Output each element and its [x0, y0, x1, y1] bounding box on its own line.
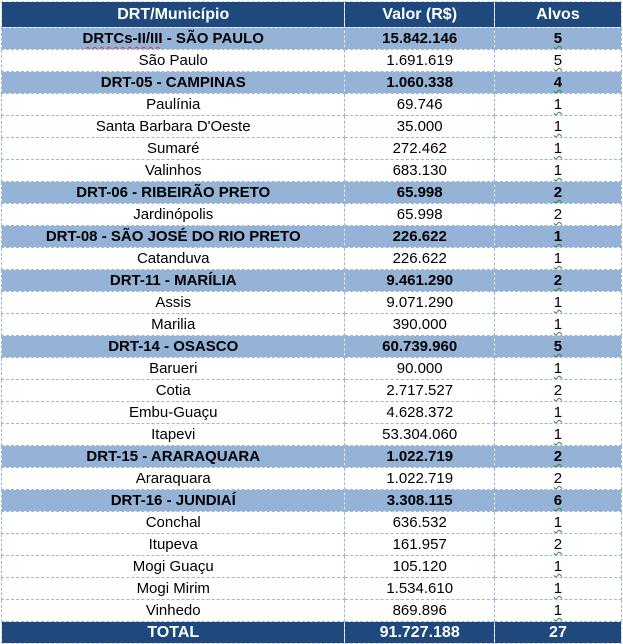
alvos-value: 6 — [553, 492, 563, 509]
valor-cell: 1.534.610 — [345, 578, 494, 600]
alvos-cell — [494, 292, 621, 314]
alvos-cell — [494, 314, 621, 336]
alvos-value: 1 — [553, 140, 563, 157]
alvos-cell — [494, 578, 621, 600]
alvos-cell — [494, 556, 621, 578]
municipio-cell: Embu-Guaçu — [2, 402, 345, 424]
valor-cell: 3.308.115 — [345, 490, 494, 512]
alvos-value: 2 — [553, 382, 563, 399]
valor-cell: 636.532 — [345, 512, 494, 534]
header-row — [2, 2, 622, 28]
city-row — [2, 468, 622, 490]
total-label: TOTAL — [2, 622, 345, 644]
municipio-cell: Santa Barbara D'Oeste — [2, 116, 345, 138]
city-row — [2, 160, 622, 182]
group-row — [2, 182, 622, 204]
city-row — [2, 292, 622, 314]
alvos-cell — [494, 160, 621, 182]
municipio-cell: Vinhedo — [2, 600, 345, 622]
alvos-value: 1 — [553, 426, 563, 443]
valor-cell: 9.461.290 — [345, 270, 494, 292]
valor-cell: 1.060.338 — [345, 72, 494, 94]
valor-cell: 90.000 — [345, 358, 494, 380]
city-row — [2, 116, 622, 138]
alvos-value: 1 — [553, 602, 563, 619]
city-row — [2, 94, 622, 116]
misspelled-text: DRTCs-II/III — [82, 30, 163, 47]
valor-cell: 869.896 — [345, 600, 494, 622]
alvos-cell — [494, 50, 621, 72]
municipio-cell: Conchal — [2, 512, 345, 534]
municipio-cell: DRT-11 - MARÍLIA — [2, 270, 345, 292]
alvos-cell — [494, 534, 621, 556]
valor-cell: 4.628.372 — [345, 402, 494, 424]
city-row — [2, 556, 622, 578]
group-row — [2, 446, 622, 468]
alvos-value: 2 — [553, 536, 563, 553]
municipio-cell: DRT-06 - RIBEIRÃO PRETO — [2, 182, 345, 204]
alvos-value: 1 — [553, 228, 563, 245]
header-drt-municipio: DRT/Município — [2, 2, 345, 28]
municipio-cell: Itapevi — [2, 424, 345, 446]
group-row — [2, 336, 622, 358]
city-row — [2, 138, 622, 160]
total-row — [2, 622, 622, 644]
valor-cell: 69.746 — [345, 94, 494, 116]
municipio-cell: Mogi Guaçu — [2, 556, 345, 578]
group-row — [2, 490, 622, 512]
city-row — [2, 248, 622, 270]
alvos-cell — [494, 270, 621, 292]
city-row — [2, 424, 622, 446]
valor-cell: 226.622 — [345, 248, 494, 270]
alvos-value: 1 — [553, 404, 563, 421]
municipio-cell: Catanduva — [2, 248, 345, 270]
city-row — [2, 578, 622, 600]
alvos-cell — [494, 138, 621, 160]
municipio-cell: DRT-08 - SÃO JOSÉ DO RIO PRETO — [2, 226, 345, 248]
city-row — [2, 50, 622, 72]
alvos-value: 1 — [553, 162, 563, 179]
city-row — [2, 358, 622, 380]
group-row — [2, 28, 622, 50]
alvos-cell — [494, 512, 621, 534]
valor-cell: 35.000 — [345, 116, 494, 138]
city-row — [2, 314, 622, 336]
alvos-value: 1 — [553, 514, 563, 531]
valor-cell: 105.120 — [345, 556, 494, 578]
municipio-cell: Mogi Mirim — [2, 578, 345, 600]
municipio-cell: Assis — [2, 292, 345, 314]
valor-cell: 390.000 — [345, 314, 494, 336]
valor-cell: 161.957 — [345, 534, 494, 556]
municipio-cell: Marilia — [2, 314, 345, 336]
alvos-value: 2 — [553, 184, 563, 201]
municipio-cell: Cotia — [2, 380, 345, 402]
alvos-value: 5 — [553, 338, 563, 355]
alvos-value: 1 — [553, 316, 563, 333]
municipio-cell: Itupeva — [2, 534, 345, 556]
valor-cell: 15.842.146 — [345, 28, 494, 50]
city-row — [2, 204, 622, 226]
city-row — [2, 600, 622, 622]
alvos-value: 1 — [553, 96, 563, 113]
valor-cell: 1.691.619 — [345, 50, 494, 72]
alvos-value: 1 — [553, 558, 563, 575]
valor-cell: 60.739.960 — [345, 336, 494, 358]
alvos-cell — [494, 446, 621, 468]
alvos-cell — [494, 248, 621, 270]
city-row — [2, 380, 622, 402]
valor-cell: 9.071.290 — [345, 292, 494, 314]
city-row — [2, 512, 622, 534]
alvos-value: 2 — [553, 206, 563, 223]
valor-cell: 1.022.719 — [345, 446, 494, 468]
total-alvos: 27 — [494, 622, 621, 644]
alvos-value: 1 — [553, 360, 563, 377]
municipio-cell: DRTCs-II/III - SÃO PAULO — [2, 28, 345, 50]
city-row — [2, 402, 622, 424]
group-row — [2, 226, 622, 248]
group-row — [2, 72, 622, 94]
alvos-cell — [494, 380, 621, 402]
header-valor: Valor (R$) — [345, 2, 494, 28]
alvos-cell — [494, 490, 621, 512]
municipio-cell: Barueri — [2, 358, 345, 380]
valor-cell: 65.998 — [345, 182, 494, 204]
alvos-value: 1 — [553, 294, 563, 311]
municipio-cell: Valinhos — [2, 160, 345, 182]
alvos-value: 2 — [553, 272, 563, 289]
alvos-value: 1 — [553, 580, 563, 597]
alvos-cell — [494, 182, 621, 204]
municipio-cell: DRT-15 - ARARAQUARA — [2, 446, 345, 468]
drt-municipio-table — [1, 1, 622, 644]
header-alvos: Alvos — [494, 2, 621, 28]
valor-cell: 683.130 — [345, 160, 494, 182]
municipio-cell: Sumaré — [2, 138, 345, 160]
city-row — [2, 534, 622, 556]
table-body — [2, 28, 622, 622]
alvos-cell — [494, 94, 621, 116]
alvos-cell — [494, 226, 621, 248]
valor-cell: 226.622 — [345, 226, 494, 248]
municipio-cell: Araraquara — [2, 468, 345, 490]
valor-cell: 272.462 — [345, 138, 494, 160]
municipio-cell: DRT-05 - CAMPINAS — [2, 72, 345, 94]
group-row — [2, 270, 622, 292]
total-valor: 91.727.188 — [345, 622, 494, 644]
municipio-cell: São Paulo — [2, 50, 345, 72]
alvos-value: 1 — [553, 250, 563, 267]
alvos-cell — [494, 600, 621, 622]
municipio-cell: Paulínia — [2, 94, 345, 116]
alvos-value: 5 — [553, 30, 563, 47]
alvos-value: 2 — [553, 448, 563, 465]
alvos-cell — [494, 116, 621, 138]
alvos-cell — [494, 72, 621, 94]
alvos-value: 2 — [553, 470, 563, 487]
valor-cell: 2.717.527 — [345, 380, 494, 402]
alvos-cell — [494, 402, 621, 424]
alvos-value: 4 — [553, 74, 563, 91]
alvos-cell — [494, 424, 621, 446]
municipio-cell: Jardinópolis — [2, 204, 345, 226]
alvos-cell — [494, 204, 621, 226]
alvos-value: 1 — [553, 118, 563, 135]
valor-cell: 1.022.719 — [345, 468, 494, 490]
valor-cell: 65.998 — [345, 204, 494, 226]
valor-cell: 53.304.060 — [345, 424, 494, 446]
municipio-cell: DRT-14 - OSASCO — [2, 336, 345, 358]
municipio-cell: DRT-16 - JUNDIAÍ — [2, 490, 345, 512]
alvos-cell — [494, 28, 621, 50]
alvos-cell — [494, 468, 621, 490]
alvos-value: 5 — [553, 52, 563, 69]
alvos-cell — [494, 358, 621, 380]
alvos-cell — [494, 336, 621, 358]
